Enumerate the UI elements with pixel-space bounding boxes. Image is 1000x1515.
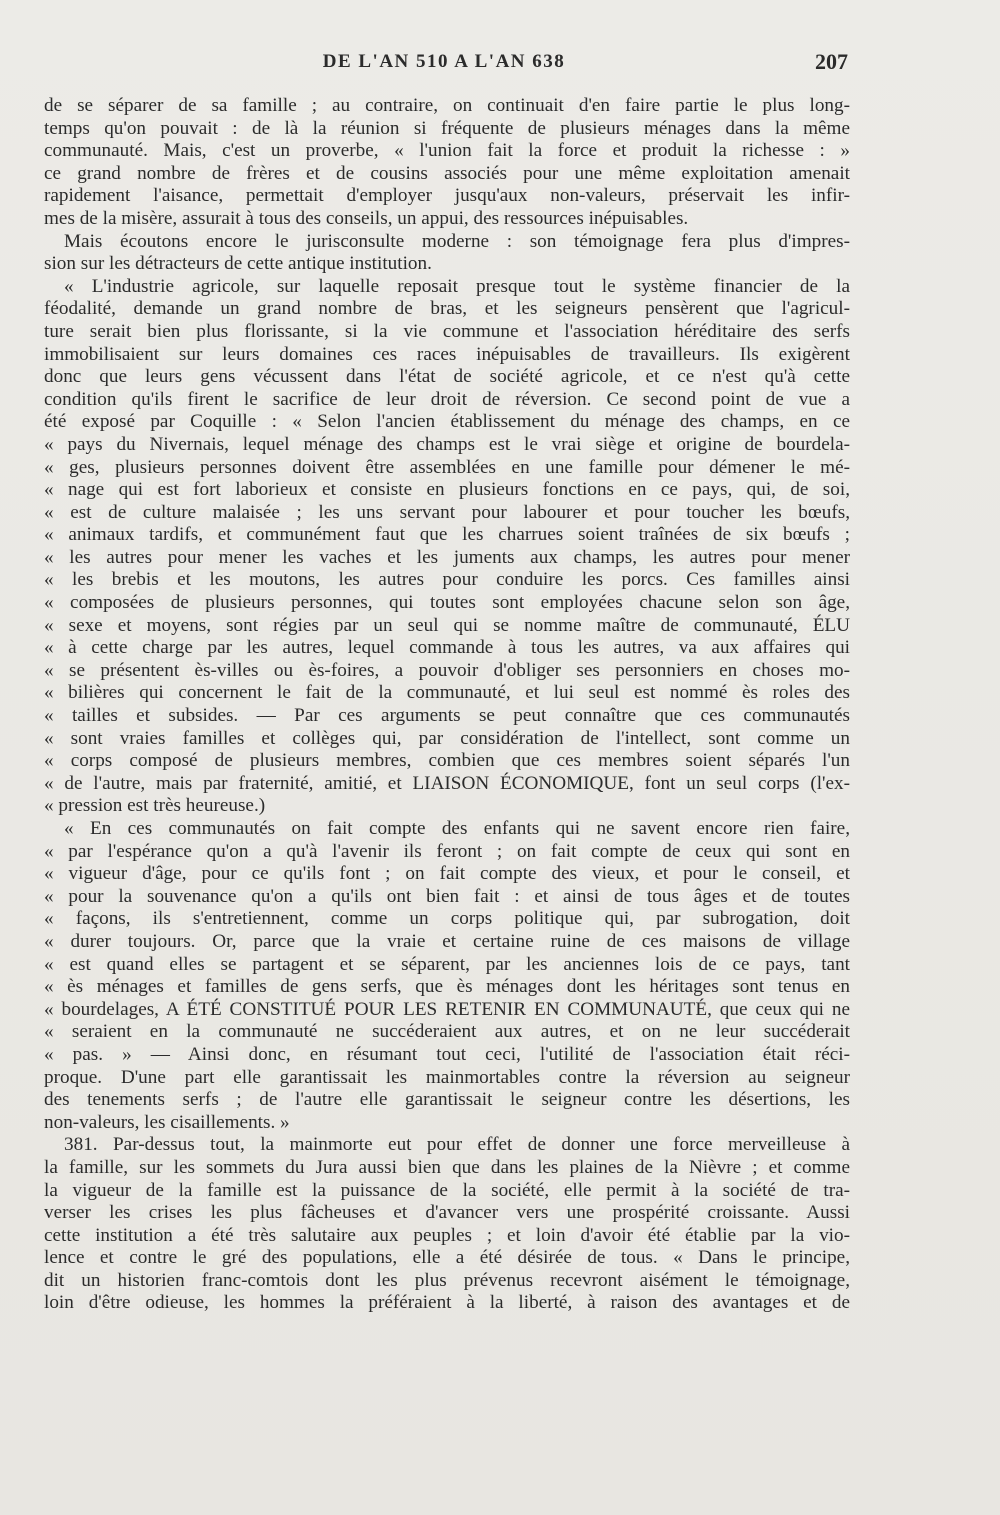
text-line: « les brebis et les moutons, les autres pour conduire les porcs. Ces familles ainsi [44,569,850,591]
page-number: 207 [815,49,848,74]
text-line: la famille, sur les sommets du Jura aussi bien que dans les plaines de la Nièvre ; et comme [44,1156,850,1178]
text-line: « durer toujours. Or, parce que la vraie et certaine ruine de ces maisons de village [44,930,850,952]
text-line: ce grand nombre de frères et de cousins associés pour une même exploitation amenait [44,162,850,184]
text-line: « est de culture malaisée ; les uns servant pour labourer et pour toucher les bœufs, [44,501,850,523]
running-header [40,47,848,81]
text-line: « En ces communautés on fait compte des enfants qui ne savent encore rien faire, [64,818,850,839]
text-line: « est quand elles se partagent et se séparent, par les anciennes lois de ce pays, tant [44,953,850,975]
text-line: « tailles et subsides. — Par ces arguments se peut connaître que ces communautés [44,705,850,727]
text-line: rapidement l'aisance, permettait d'employer jusqu'aux non-valeurs, préservait les infir- [44,185,850,207]
text-line: ture serait bien plus florissante, si la vie commune et l'association héréditaire des serfs [44,320,850,342]
text-line: proque. D'une part elle garantissait les mainmortables contre la réversion au seigneur [44,1066,850,1088]
text-line: temps qu'on pouvait : de là la réunion si fréquente de plusieurs ménages dans la même [44,117,850,139]
text-line: mes de la misère, assurait à tous des conseils, un appui, des ressources inépuisables. [44,207,689,229]
text-line: été exposé par Coquille : « Selon l'ancien établissement du ménage des champs, en ce [44,411,850,433]
text-line: « sexe et moyens, sont régies par un seul qui se nomme maître de communauté, ÉLU [44,614,850,636]
text-line: de se séparer de sa famille ; au contraire, on continuait d'en faire partie le plus long- [44,95,850,116]
text-line: « pas. » — Ainsi donc, en résumant tout ceci, l'utilité de l'association était réci- [44,1043,850,1065]
text-line: Mais écoutons encore le jurisconsulte moderne : son témoignage fera plus d'impres- [64,230,850,252]
text-line: « seraient en la communauté ne succéderaient aux autres, et on ne leur succéderait [44,1021,850,1043]
text-line: « bourdelages, A ÉTÉ CONSTITUÉ POUR LES RETENIR EN COMMUNAUTÉ, que ceux qui ne [44,998,850,1020]
text-line: « pression est très heureuse.) [44,795,266,817]
text-line: « ès ménages et familles de gens serfs, que ès ménages dont les héritages sont tenus en [44,976,850,998]
text-line: « se présentent ès-villes ou ès-foires, a pouvoir d'obliger ses personniers en choses mo- [44,659,850,681]
text-line: donc que leurs gens vécussent dans l'état de société agricole, et ce n'est qu'à cette [44,366,850,388]
text-line: lence et contre le gré des populations, elle a été désirée de tous. « Dans le principe, [44,1247,850,1269]
text-line: « façons, ils s'entretiennent, comme un corps politique qui, par subrogation, doit [44,908,850,930]
text-line: « à cette charge par les autres, lequel commande à tous les autres, va aux affaires qui [44,637,850,659]
text-line: des tenements serfs ; de l'autre elle garantissait le seigneur contre les désertions, les [44,1089,850,1111]
text-line: condition qu'ils firent le sacrifice de leur droit de réversion. Ce second point de vue a [44,388,850,410]
text-line: la vigueur de la famille est la puissance de la société, elle permit à la société de tra- [44,1179,850,1201]
text-line: « animaux tardifs, et communément faut que les charrues soient traînées de six bœufs ; [44,524,850,546]
text-line: dit un historien franc-comtois dont les plus prévenus recevront aisément le témoignage, [44,1269,850,1291]
text-line: verser les crises les plus fâcheuses et d'avancer vers une prospérité croissante. Aussi [44,1202,850,1224]
running-title: DE L'AN 510 A L'AN 638 [322,51,566,72]
text-line: « sont vraies familles et collèges qui, par considération de l'intellect, sont comme un [44,727,850,749]
text-line: non-valeurs, les cisaillements. » [44,1111,290,1133]
text-line: 381. Par-dessus tout, la mainmorte eut pour effet de donner une force merveilleuse à [64,1134,850,1156]
text-line: sion sur les détracteurs de cette antique institution. [44,253,432,275]
text-line: « composées de plusieurs personnes, qui toutes sont employées chacune selon son âge, [44,592,850,614]
text-line: féodalité, demande un grand nombre de bras, et les seigneurs pensèrent que l'agricul- [44,298,850,320]
text-line: communauté. Mais, c'est un proverbe, « l'union fait la force et produit la richesse : » [44,140,850,162]
text-line: « ges, plusieurs personnes doivent être assemblées en une famille pour démener le mé- [44,456,850,478]
text-line: « corps composé de plusieurs membres, combien que ces membres soient séparés l'un [44,750,850,772]
text-line: cette institution a été très salutaire aux peuples ; et loin d'avoir été établie par la vio- [44,1224,850,1246]
text-line: « L'industrie agricole, sur laquelle reposait presque tout le système financier de la [64,275,850,297]
text-line: « par l'espérance qu'on a qu'à l'avenir ils feront ; on fait compte de ceux qui sont en [44,840,850,862]
text-line: « pour la souvenance qu'on a qu'ils ont bien fait : et ainsi de tous âges et de toutes [44,885,850,907]
text-line: « les autres pour mener les vaches et les juments aux champs, les autres pour mener [44,546,850,568]
text-line: « bilières qui concernent le fait de la communauté, et lui seul est nommé ès roles des [44,682,850,704]
body-text [44,95,850,1315]
text-line: loin d'être odieuse, les hommes la préféraient à la liberté, à raison des avantages et de [44,1292,850,1314]
text-line: immobilisaient sur leurs domaines ces races inépuisables de travailleurs. Ils exigèrent [44,343,850,365]
text-line: « pays du Nivernais, lequel ménage des champs est le vrai siège et origine de bourdela- [44,433,850,455]
text-line: « de l'autre, mais par fraternité, amitié, et LIAISON ÉCONOMIQUE, font un seul corps (l'ex- [44,772,850,794]
text-line: « vigueur d'âge, pour ce qu'ils font ; on fait compte des vieux, et pour le conseil, et [44,863,850,885]
text-line: « nage qui est fort laborieux et consiste en plusieurs fonctions en ce pays, qui, de soi, [44,479,850,501]
